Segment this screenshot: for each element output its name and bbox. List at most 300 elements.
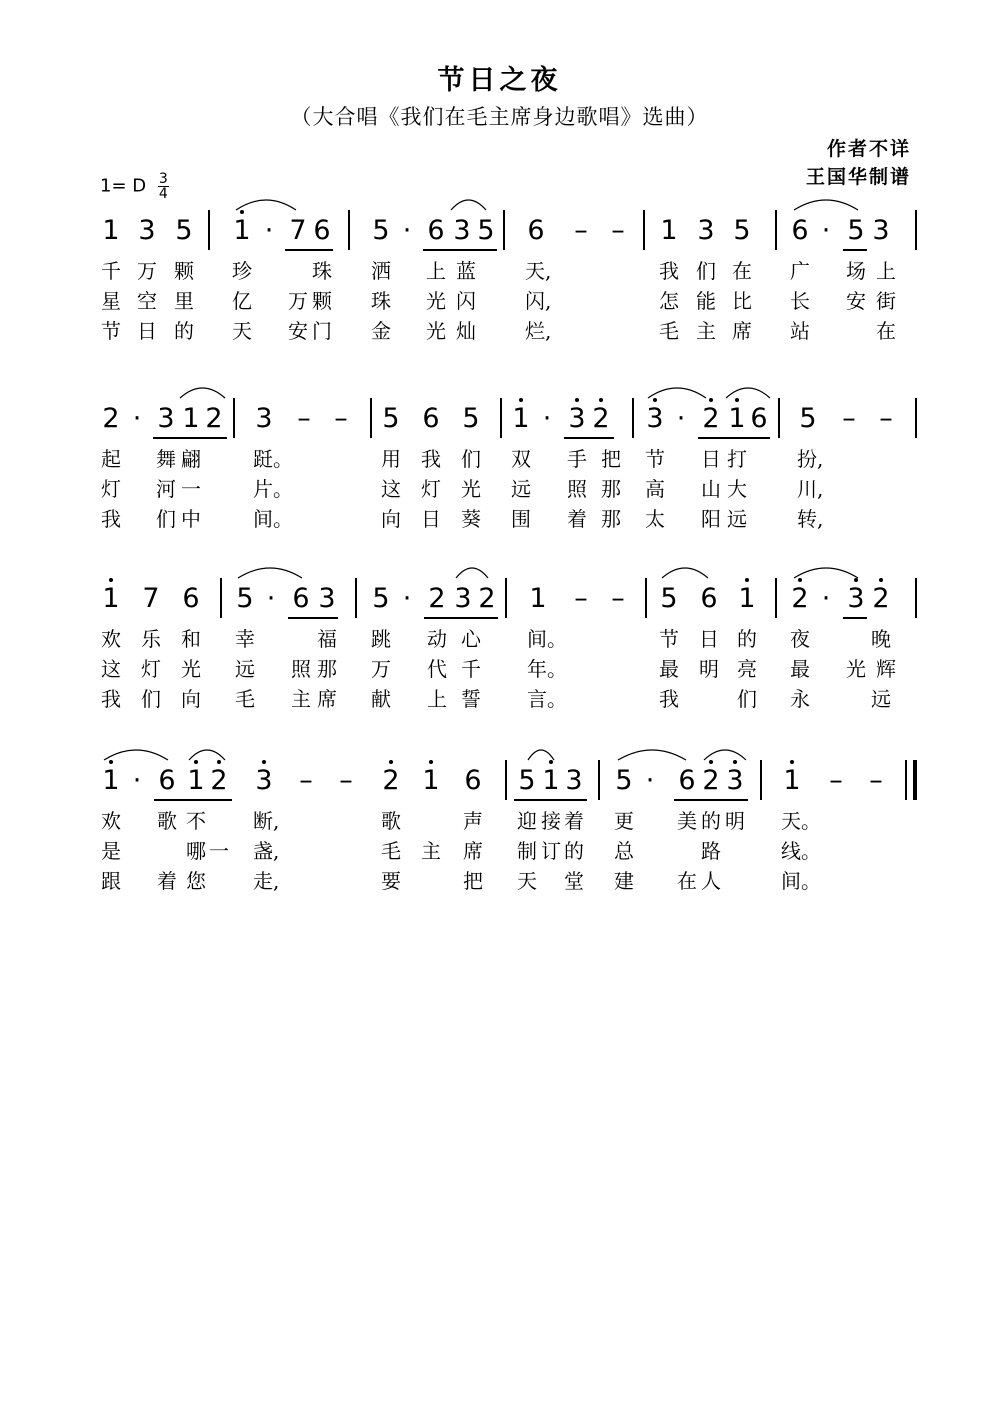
lyric-char: 夜	[790, 627, 810, 651]
eighth-underline	[843, 617, 867, 619]
lyric-char: 向	[181, 687, 201, 711]
bar-line	[348, 210, 350, 250]
lyric-verse-3	[0, 318, 999, 348]
lyric-char: 珠	[312, 259, 332, 283]
lyric-char: 您	[186, 869, 206, 893]
note: 1	[736, 584, 758, 614]
lyric-char: 天。	[781, 809, 821, 833]
lyric-char: 怎	[659, 289, 679, 313]
bar-line	[505, 760, 507, 800]
lyric-char: 金	[371, 319, 391, 343]
lyric-char: 远	[511, 477, 531, 501]
lyric-char: 幸	[235, 627, 255, 651]
note: 5	[236, 583, 254, 614]
lyric-char: 蓝	[456, 259, 476, 283]
lyric-char: 安	[288, 319, 308, 343]
note: 2	[789, 584, 811, 614]
lyric-char: 灿	[456, 319, 476, 343]
eighth-underline	[674, 799, 748, 801]
lyric-char: 路	[701, 839, 721, 863]
key-label: 1= D	[100, 175, 147, 197]
lyric-char: 照	[567, 477, 587, 501]
lyric-char: 不	[186, 809, 206, 833]
note: 1	[529, 583, 547, 614]
augmentation-dot: ·	[542, 403, 552, 434]
lyric-char: 声	[463, 809, 483, 833]
lyric-char: 把	[463, 869, 483, 893]
slur	[189, 750, 225, 760]
augmentation-dot: ·	[821, 583, 831, 614]
slur-layer	[0, 736, 999, 766]
lyric-char: 主	[291, 687, 311, 711]
lyric-char: 灯	[101, 477, 121, 501]
lyric-char: 制	[517, 839, 537, 863]
lyric-char: 颗	[174, 259, 194, 283]
lyric-char: 安	[846, 289, 866, 313]
note: 5	[518, 765, 536, 796]
lyric-char: 毛	[381, 839, 401, 863]
slur	[794, 200, 858, 210]
lyric-verse-3	[0, 868, 999, 898]
slur	[451, 200, 486, 210]
note: 7	[142, 583, 160, 614]
note-line	[0, 756, 999, 806]
lyric-char: 万	[137, 259, 157, 283]
hold-dash: –	[299, 765, 313, 796]
lyric-char: 们	[461, 447, 481, 471]
lyric-char: 扮,	[797, 447, 824, 471]
lyric-char: 跹。	[253, 447, 293, 471]
lyric-char: 断,	[253, 809, 280, 833]
lyric-char: 们	[696, 259, 716, 283]
note: 2	[208, 766, 230, 796]
lyric-char: 那	[601, 507, 621, 531]
hold-dash: –	[297, 403, 311, 434]
note: 3	[454, 583, 472, 614]
note: 2	[205, 403, 223, 434]
lyric-char: 长	[790, 289, 810, 313]
lyric-char: 节	[659, 627, 679, 651]
lyric-char: 门	[312, 319, 332, 343]
lyric-char: 向	[381, 507, 401, 531]
augmentation-dot: ·	[676, 403, 686, 434]
lyric-char: 间。	[527, 627, 567, 651]
lyric-char: 灯	[141, 657, 161, 681]
lyric-char: 欢	[101, 627, 121, 651]
note: 1	[726, 404, 748, 434]
slur	[726, 388, 770, 398]
lyric-verse-2	[0, 288, 999, 318]
lyric-char: 誓	[461, 687, 481, 711]
note: 3	[644, 404, 666, 434]
lyric-char: 的	[737, 627, 757, 651]
lyric-char: 珠	[371, 289, 391, 313]
lyric-char: 最	[790, 657, 810, 681]
lyric-char: 美	[677, 809, 697, 833]
note: 6	[182, 583, 200, 614]
note: 1	[100, 584, 122, 614]
lyric-verse-2	[0, 838, 999, 868]
note: 1	[540, 766, 562, 796]
note: 3	[157, 403, 175, 434]
lyric-char: 建	[614, 869, 634, 893]
lyric-char: 闪,	[525, 289, 552, 313]
lyric-verse-1	[0, 808, 999, 838]
slur	[704, 750, 746, 760]
note: 3	[453, 215, 471, 246]
lyric-char: 山	[701, 477, 721, 501]
slur	[618, 750, 686, 760]
lyric-char: 太	[645, 507, 665, 531]
note: 1	[102, 215, 120, 246]
augmentation-dot: ·	[132, 403, 142, 434]
augmentation-dot: ·	[402, 583, 412, 614]
note: 2	[870, 584, 892, 614]
lyric-char: 天	[232, 319, 252, 343]
lyric-char: 光	[461, 477, 481, 501]
lyric-char: 光	[426, 289, 446, 313]
lyric-char: 我	[101, 507, 121, 531]
lyric-char: 主	[696, 319, 716, 343]
eighth-underline	[698, 437, 770, 439]
lyric-char: 这	[381, 477, 401, 501]
lyric-char: 一	[181, 477, 201, 501]
lyric-char: 这	[101, 657, 121, 681]
lyric-char: 我	[101, 687, 121, 711]
lyric-verse-1	[0, 626, 999, 656]
note: 2	[102, 403, 120, 434]
note: 1	[781, 766, 803, 796]
bar-line	[778, 398, 780, 438]
lyric-char: 们	[737, 687, 757, 711]
note: 2	[478, 583, 496, 614]
lyric-char: 照	[291, 657, 311, 681]
note: 3	[872, 215, 890, 246]
note: 6	[422, 403, 440, 434]
augmentation-dot: ·	[821, 215, 831, 246]
augmentation-dot: ·	[266, 583, 276, 614]
note: 5	[799, 403, 817, 434]
note: 3	[724, 766, 746, 796]
lyric-char: 在	[677, 869, 697, 893]
lyric-char: 打	[727, 447, 747, 471]
lyric-char: 片。	[253, 477, 293, 501]
lyric-char: 主	[421, 839, 441, 863]
slur	[236, 200, 296, 210]
lyric-char: 们	[156, 507, 176, 531]
note: 1	[185, 766, 207, 796]
slur	[794, 568, 858, 578]
note: 1	[182, 403, 200, 434]
lyric-char: 毛	[235, 687, 255, 711]
lyric-char: 节	[101, 319, 121, 343]
lyric-char: 河	[156, 477, 176, 501]
lyric-char: 哪	[186, 839, 206, 863]
hold-dash: –	[334, 403, 348, 434]
slur	[456, 568, 488, 578]
lyric-char: 光	[181, 657, 201, 681]
note: 5	[175, 215, 193, 246]
note: 5	[382, 403, 400, 434]
lyric-char: 更	[614, 809, 634, 833]
bar-line	[760, 760, 762, 800]
note-line	[0, 394, 999, 444]
note: 6	[158, 765, 176, 796]
lyric-char: 上	[427, 687, 447, 711]
lyric-verse-3	[0, 506, 999, 536]
bar-line	[233, 398, 235, 438]
lyric-char: 光	[426, 319, 446, 343]
lyric-char: 阳	[701, 507, 721, 531]
hold-dash: –	[879, 403, 893, 434]
hold-dash: –	[611, 583, 625, 614]
lyric-char: 年。	[527, 657, 567, 681]
bar-line	[598, 760, 600, 800]
eighth-underline	[285, 249, 333, 251]
final-bar-line	[905, 760, 907, 800]
note: 5	[615, 765, 633, 796]
bar-line	[355, 578, 357, 618]
lyric-char: 席	[317, 687, 337, 711]
lyric-char: 明	[699, 657, 719, 681]
note: 2	[700, 766, 722, 796]
lyric-char: 我	[659, 259, 679, 283]
lyric-char: 广	[790, 259, 810, 283]
augmentation-dot: ·	[645, 765, 655, 796]
lyric-char: 把	[601, 447, 621, 471]
lyric-char: 着	[157, 869, 177, 893]
slur	[648, 388, 706, 398]
lyric-char: 闪	[456, 289, 476, 313]
lyric-char: 上	[876, 259, 896, 283]
lyric-char: 要	[381, 869, 401, 893]
note: 3	[253, 766, 275, 796]
lyric-char: 线。	[781, 839, 821, 863]
note: 5	[462, 403, 480, 434]
lyric-char: 间。	[781, 869, 821, 893]
lyric-char: 乐	[141, 627, 161, 651]
note-line	[0, 206, 999, 256]
note: 5	[733, 215, 751, 246]
eighth-underline	[153, 437, 227, 439]
lyric-char: 千	[101, 259, 121, 283]
bar-line	[915, 578, 917, 618]
lyric-char: 欢	[101, 809, 121, 833]
lyric-char: 接	[541, 809, 561, 833]
lyric-char: 空	[137, 289, 157, 313]
eighth-underline	[514, 799, 587, 801]
note: 5	[660, 583, 678, 614]
bar-line	[643, 210, 645, 250]
lyric-char: 日	[421, 507, 441, 531]
lyric-char: 珍	[232, 259, 252, 283]
lyric-char: 献	[371, 687, 391, 711]
lyric-char: 千	[461, 657, 481, 681]
lyric-char: 川,	[797, 477, 824, 501]
lyric-char: 光	[846, 657, 866, 681]
lyric-char: 们	[141, 687, 161, 711]
arranger-credit: 王国华制谱	[805, 166, 911, 188]
lyric-char: 灯	[421, 477, 441, 501]
lyric-verse-2	[0, 656, 999, 686]
lyric-char: 天	[517, 869, 537, 893]
lyric-char: 歌	[157, 809, 177, 833]
note: 3	[845, 584, 867, 614]
lyric-char: 辉	[876, 657, 896, 681]
lyric-char: 上	[426, 259, 446, 283]
lyric-char: 总	[614, 839, 634, 863]
augmentation-dot: ·	[402, 215, 412, 246]
lyric-char: 颗	[312, 289, 332, 313]
lyric-char: 亿	[232, 289, 252, 313]
note: 5	[372, 215, 390, 246]
lyric-char: 比	[732, 289, 752, 313]
lyric-verse-1	[0, 258, 999, 288]
slur	[180, 388, 225, 398]
lyric-verse-3	[0, 686, 999, 716]
bar-line	[500, 398, 502, 438]
lyric-char: 堂	[564, 869, 584, 893]
note: 3	[697, 215, 715, 246]
lyric-char: 代	[427, 657, 447, 681]
bar-line	[208, 210, 210, 250]
bar-line	[645, 578, 647, 618]
lyric-verse-1	[0, 446, 999, 476]
lyric-char: 远	[235, 657, 255, 681]
bar-line	[632, 398, 634, 438]
bar-line	[220, 578, 222, 618]
lyric-char: 那	[317, 657, 337, 681]
lyric-char: 日	[137, 319, 157, 343]
note: 1	[510, 404, 532, 434]
lyric-char: 间。	[253, 507, 293, 531]
bar-line	[505, 578, 507, 618]
lyric-char: 星	[101, 289, 121, 313]
lyric-char: 中	[181, 507, 201, 531]
final-bar-line	[913, 760, 917, 800]
note: 2	[380, 766, 402, 796]
lyric-char: 一	[209, 839, 229, 863]
note: 6	[313, 215, 331, 246]
lyric-char: 用	[381, 447, 401, 471]
note: 6	[427, 215, 445, 246]
slur	[104, 750, 168, 760]
hold-dash: –	[574, 215, 588, 246]
note: 6	[464, 765, 482, 796]
lyric-char: 和	[181, 627, 201, 651]
hold-dash: –	[574, 583, 588, 614]
bar-line	[915, 210, 917, 250]
note: 1	[420, 766, 442, 796]
hold-dash: –	[829, 765, 843, 796]
lyric-char: 远	[871, 687, 891, 711]
bar-line	[503, 210, 505, 250]
note: 1	[231, 216, 253, 246]
eighth-underline	[843, 249, 867, 251]
note: 6	[791, 215, 809, 246]
lyric-char: 大	[727, 477, 747, 501]
note: 5	[372, 583, 390, 614]
lyric-char: 跳	[371, 627, 391, 651]
bar-line	[775, 578, 777, 618]
slur	[528, 750, 554, 760]
lyric-char: 的	[564, 839, 584, 863]
lyric-char: 动	[427, 627, 447, 651]
note: 6	[750, 403, 768, 434]
song-title: 节日之夜	[437, 65, 562, 96]
note-line	[0, 574, 999, 624]
lyric-char: 能	[696, 289, 716, 313]
note: 3	[566, 404, 588, 434]
slur	[238, 568, 302, 578]
eighth-underline	[424, 617, 498, 619]
bar-line	[915, 398, 917, 438]
lyric-char: 那	[601, 477, 621, 501]
lyric-char: 节	[645, 447, 665, 471]
lyric-char: 起	[101, 447, 121, 471]
lyric-char: 双	[511, 447, 531, 471]
lyric-char: 街	[876, 289, 896, 313]
lyric-char: 日	[701, 447, 721, 471]
hold-dash: –	[339, 765, 353, 796]
note: 1	[660, 215, 678, 246]
lyric-char: 订	[541, 839, 561, 863]
slur-layer	[0, 186, 999, 216]
lyric-char: 在	[732, 259, 752, 283]
lyric-char: 跟	[101, 869, 121, 893]
lyric-char: 的	[174, 319, 194, 343]
note: 6	[700, 583, 718, 614]
lyric-char: 着	[564, 809, 584, 833]
lyric-char: 着	[567, 507, 587, 531]
lyric-char: 站	[790, 319, 810, 343]
note: 2	[700, 404, 722, 434]
lyric-char: 远	[727, 507, 747, 531]
song-subtitle: （大合唱《我们在毛主席身边歌唱》选曲）	[290, 105, 709, 129]
lyric-char: 迎	[517, 809, 537, 833]
lyric-verse-2	[0, 476, 999, 506]
lyric-char: 舞	[156, 447, 176, 471]
note: 3	[255, 403, 273, 434]
lyric-char: 万	[371, 657, 391, 681]
note: 5	[847, 215, 865, 246]
lyric-char: 亮	[737, 657, 757, 681]
lyric-char: 在	[876, 319, 896, 343]
lyric-char: 我	[421, 447, 441, 471]
note: 5	[477, 215, 495, 246]
lyric-char: 最	[659, 657, 679, 681]
eighth-underline	[288, 617, 338, 619]
lyric-char: 万	[288, 289, 308, 313]
lyric-char: 场	[846, 259, 866, 283]
note: 6	[678, 765, 696, 796]
lyric-char: 我	[659, 687, 679, 711]
eighth-underline	[564, 437, 614, 439]
lyric-char: 里	[174, 289, 194, 313]
note: 3	[565, 765, 583, 796]
time-denominator: 4	[158, 186, 168, 202]
note: 2	[428, 583, 446, 614]
lyric-char: 围	[511, 507, 531, 531]
lyric-char: 日	[699, 627, 719, 651]
lyric-char: 是	[101, 839, 121, 863]
eighth-underline	[154, 799, 232, 801]
bar-line	[775, 210, 777, 250]
note: 6	[527, 215, 545, 246]
slur	[662, 568, 708, 578]
note: 6	[292, 583, 310, 614]
lyric-char: 晚	[871, 627, 891, 651]
